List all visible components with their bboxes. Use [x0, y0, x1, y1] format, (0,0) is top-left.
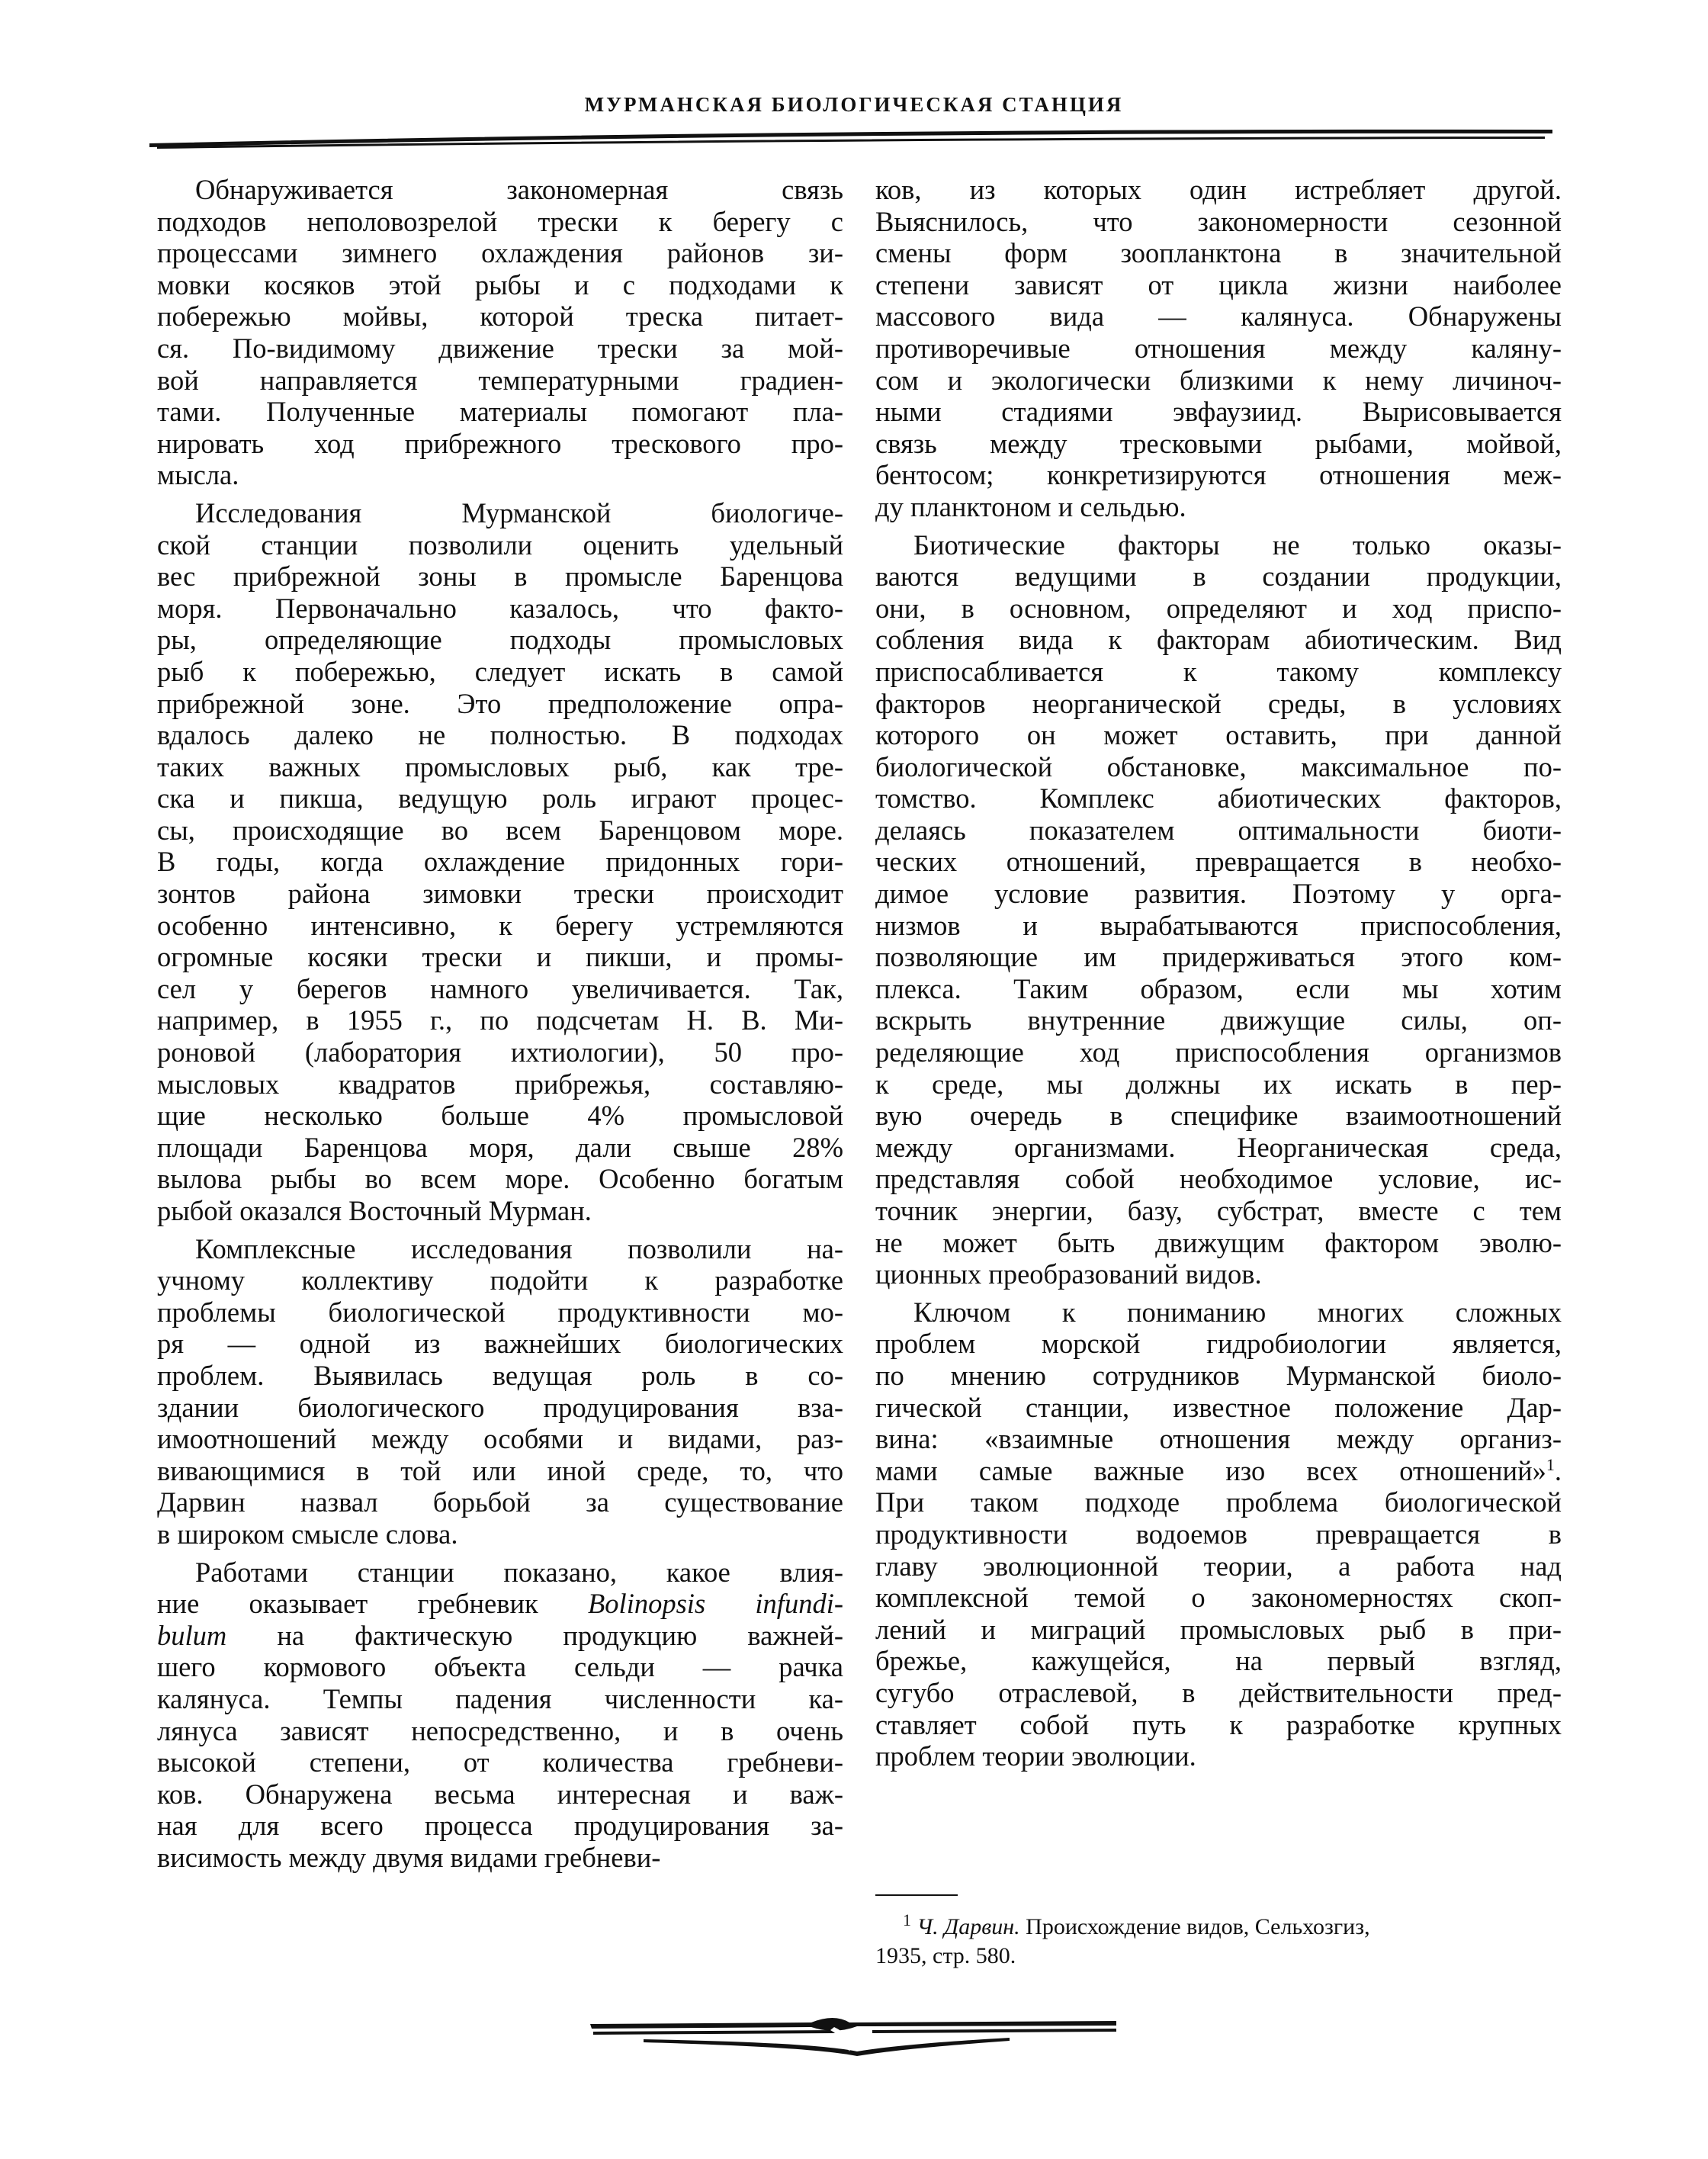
text-line: биологической обстановке, максимальное по- — [875, 750, 1562, 782]
tail-ornament-icon — [583, 2013, 1128, 2059]
text-line: Работами станции показано, какое влия- — [195, 1556, 843, 1588]
text-line: проблемы биологической продуктивности мо- — [157, 1296, 843, 1328]
text-line: здании биологического продуцирования вза- — [157, 1391, 843, 1423]
text-line: мовки косяков этой рыбы и с подходами к — [157, 268, 843, 300]
footnote-text-1: Происхождение видов, Сельхозгиз, — [1019, 1914, 1370, 1939]
footnote-reference: 1 — [1546, 1454, 1555, 1474]
text-line: в широком смысле слова. — [157, 1518, 458, 1550]
text-line: собления вида к факторам абиотическим. Вид — [875, 624, 1562, 656]
text-line: представляя собой необходимое условие, ис- — [875, 1163, 1562, 1195]
text-line: противоречивые отношения между каляну- — [875, 332, 1562, 364]
text-line: вес прибрежной зоны в промысле Баренцова — [157, 561, 843, 593]
text-line: главу эволюционной теории, а работа над — [875, 1550, 1562, 1582]
text-line: проблем теории эволюции. — [875, 1740, 1196, 1772]
text-line: ставляет собой путь к разработке крупных — [875, 1708, 1562, 1740]
text-line: побережью мойвы, которой треска питает- — [157, 300, 843, 333]
text-line: позволяющие им придерживаться этого ком- — [875, 941, 1562, 973]
text-line: вой направляется температурными градиен- — [157, 364, 843, 396]
text-line: бентосом; конкретизируются отношения меж- — [875, 459, 1562, 491]
text-line: Исследования Мурманской биологиче- — [195, 496, 843, 529]
text-line: моря. Первоначально казалось, что факто- — [157, 592, 843, 624]
text-line: прибрежной зоне. Это предположение опра- — [157, 687, 843, 719]
footnote-line-1 — [875, 1910, 1562, 1942]
species-name: Bolinopsis infundi- — [588, 1588, 843, 1620]
text-line: шего кормового объекта сельди — рачка — [157, 1651, 843, 1683]
text-line: таких важных промысловых рыб, как тре- — [157, 750, 843, 782]
text-line: гической станции, известное положение Дар- — [875, 1391, 1562, 1423]
header-rule-ornament — [149, 127, 1552, 149]
text-line: вивающимися в той или иной среде, то, что — [157, 1454, 843, 1486]
text-line: ределяющие ход приспособления организмов — [875, 1036, 1562, 1068]
text-line: комплексной темой о закономерностях скоп- — [875, 1582, 1562, 1614]
text-line: например, в 1955 г., по подсчетам Н. В. Ми- — [157, 1004, 843, 1036]
text-line: к среде, мы должны их искать в пер- — [875, 1068, 1562, 1100]
text-line: проблем морской гидробиологии является, — [875, 1328, 1562, 1360]
left_column-paragraph — [157, 1233, 843, 1550]
text-line: проблем. Выявилась ведущая роль в со- — [157, 1359, 843, 1391]
text-line: ской станции позволили оценить удельный — [157, 529, 843, 561]
text-line: В годы, когда охлаждение придонных гори- — [157, 846, 843, 878]
text-line: Обнаруживается закономерная связь — [195, 174, 843, 205]
text-line: делаясь показателем оптимальности биоти- — [875, 814, 1562, 846]
text-line: рыб к побережью, следует искать в самой — [157, 655, 843, 687]
text-line: висимость между двумя видами гребневи- — [157, 1841, 661, 1873]
right-text-column — [875, 174, 1562, 1772]
text-line: роновой (лаборатория ихтиологии), 50 про- — [157, 1036, 843, 1068]
text-line: огромные косяки трески и пикши, и промы- — [157, 941, 843, 973]
text-line: факторов неорганической среды, в условиях — [875, 687, 1562, 719]
text-line: ная для всего процесса продуцирования за- — [157, 1810, 843, 1842]
text-line: учному коллективу подойти к разработке — [157, 1264, 843, 1296]
text-line: они, в основном, определяют и ход приспо- — [875, 592, 1562, 624]
text-line: сом и экологически близкими к нему личиноч- — [875, 364, 1562, 396]
text-line: ков. Обнаружена весьма интересная и важ- — [157, 1778, 843, 1810]
text-line: ционных преобразований видов. — [875, 1258, 1262, 1290]
text-line: подходов неполовозрелой трески к берегу с — [157, 205, 843, 237]
footnote-marker: 1 — [903, 1910, 911, 1929]
text-line: процессами зимнего охлаждения районов зи- — [157, 237, 843, 269]
text-line: Выяснилось, что закономерности сезонной — [875, 205, 1562, 237]
text-line: степени зависят от цикла жизни наиболее — [875, 268, 1562, 300]
text-line: зонтов района зимовки трески происходит — [157, 878, 843, 910]
text-line: При таком подходе проблема биологической — [875, 1486, 1562, 1518]
text-line: тами. Полученные материалы помогают пла- — [157, 396, 843, 428]
text-line: мами самые важные изо всех отношений»$^1$. — [875, 1454, 1562, 1486]
left_column-paragraph — [157, 174, 843, 491]
text-line: площади Баренцова моря, дали свыше 28% — [157, 1131, 843, 1163]
text-line: вылова рыбы во всем море. Особенно богатым — [157, 1163, 843, 1195]
text-line: брежье, кажущейся, на первый взгляд, — [875, 1645, 1562, 1677]
species-name: bulum — [157, 1619, 227, 1651]
text-line: Ключом к пониманию многих сложных — [913, 1296, 1562, 1328]
text-line: не может быть движущим фактором эволю- — [875, 1226, 1562, 1258]
text-line: массового вида — калянуса. Обнаружены — [875, 300, 1562, 333]
text-line: высокой степени, от количества гребневи- — [157, 1746, 843, 1778]
text-line: лянуса зависят непосредственно, и в очень — [157, 1714, 843, 1746]
text-line: bulum на фактическую продукцию важней- — [157, 1619, 843, 1651]
text-line: ска и пикша, ведущую роль играют процес- — [157, 782, 843, 814]
text-line: по мнению сотрудников Мурманской биоло- — [875, 1359, 1562, 1391]
text-line: вдалось далеко не полностью. В подходах — [157, 719, 843, 751]
text-line: вскрыть внутренние движущие силы, оп- — [875, 1004, 1562, 1036]
footnote — [875, 1910, 1562, 1971]
left-text-column — [157, 174, 843, 1873]
footnote-line-2: 1935, стр. 580. — [875, 1943, 1016, 1968]
right_column-paragraph — [875, 1296, 1562, 1772]
text-line: вую очередь в специфике взаимоотношений — [875, 1100, 1562, 1132]
text-line: приспосабливается к такому комплексу — [875, 655, 1562, 687]
text-line: мысловых квадратов прибрежья, составляю- — [157, 1068, 843, 1100]
text-line: мысла. — [157, 459, 239, 491]
text-line: продуктивности водоемов превращается в — [875, 1518, 1562, 1550]
text-line: ря — одной из важнейших биологических — [157, 1328, 843, 1360]
text-line: ческих отношений, превращается в необхо- — [875, 846, 1562, 878]
text-line: вина: «взаимные отношения между организ- — [875, 1423, 1562, 1455]
text-line: имоотношений между особями и видами, раз- — [157, 1423, 843, 1455]
text-line: смены форм зоопланктона в значительной — [875, 237, 1562, 269]
right_column-paragraph — [875, 174, 1562, 523]
text-line: низмов и вырабатываются приспособления, — [875, 909, 1562, 941]
footnote-author: Ч. Дарвин. — [917, 1914, 1020, 1939]
text-line: которого он может оставить, при данной — [875, 719, 1562, 751]
text-line: ными стадиями эвфаузиид. Вырисовывается — [875, 396, 1562, 428]
text-line: димое условие развития. Поэтому у орга- — [875, 878, 1562, 910]
left_column-paragraph — [157, 1557, 843, 1874]
text-line: Комплексные исследования позволили на- — [195, 1232, 843, 1264]
text-line: Биотические факторы не только оказы- — [913, 529, 1562, 561]
text-line: особенно интенсивно, к берегу устремляются — [157, 909, 843, 941]
text-line: рыбой оказался Восточный Мурман. — [157, 1195, 592, 1226]
text-line: ние оказывает гребневик Bolinopsis infundi- — [157, 1588, 843, 1620]
text-line: лений и миграций промысловых рыб в при- — [875, 1613, 1562, 1645]
text-line: сугубо отраслевой, в действительности пред- — [875, 1676, 1562, 1708]
left_column-paragraph — [157, 497, 843, 1227]
text-line: сы, происходящие во всем Баренцовом море. — [157, 814, 843, 846]
text-line: ся. По-видимому движение трески за мой- — [157, 332, 843, 364]
text-line: калянуса. Темпы падения численности ка- — [157, 1682, 843, 1714]
right_column-paragraph — [875, 529, 1562, 1290]
text-line: щие несколько больше 4% промысловой — [157, 1100, 843, 1132]
text-line: ваются ведущими в создании продукции, — [875, 561, 1562, 593]
footnote-rule — [875, 1894, 958, 1896]
text-line: плекса. Таким образом, если мы хотим — [875, 972, 1562, 1004]
text-line: точник энергии, базу, субстрат, вместе с тем — [875, 1195, 1562, 1226]
text-line: сел у берегов намного увеличивается. Так, — [157, 972, 843, 1004]
text-line: ры, определяющие подходы промысловых — [157, 624, 843, 656]
text-line: ду планктоном и сельдью. — [875, 490, 1186, 522]
running-head: МУРМАНСКАЯ БИОЛОГИЧЕСКАЯ СТАНЦИЯ — [584, 93, 1124, 116]
text-line: томство. Комплекс абиотических факторов, — [875, 782, 1562, 814]
text-line: Дарвин назвал борьбой за существование — [157, 1486, 843, 1518]
text-line: ков, из которых один истребляет другой. — [875, 174, 1562, 205]
text-line: связь между тресковыми рыбами, мойвой, — [875, 427, 1562, 459]
text-line: нировать ход прибрежного трескового про- — [157, 427, 843, 459]
text-line: между организмами. Неорганическая среда, — [875, 1131, 1562, 1163]
